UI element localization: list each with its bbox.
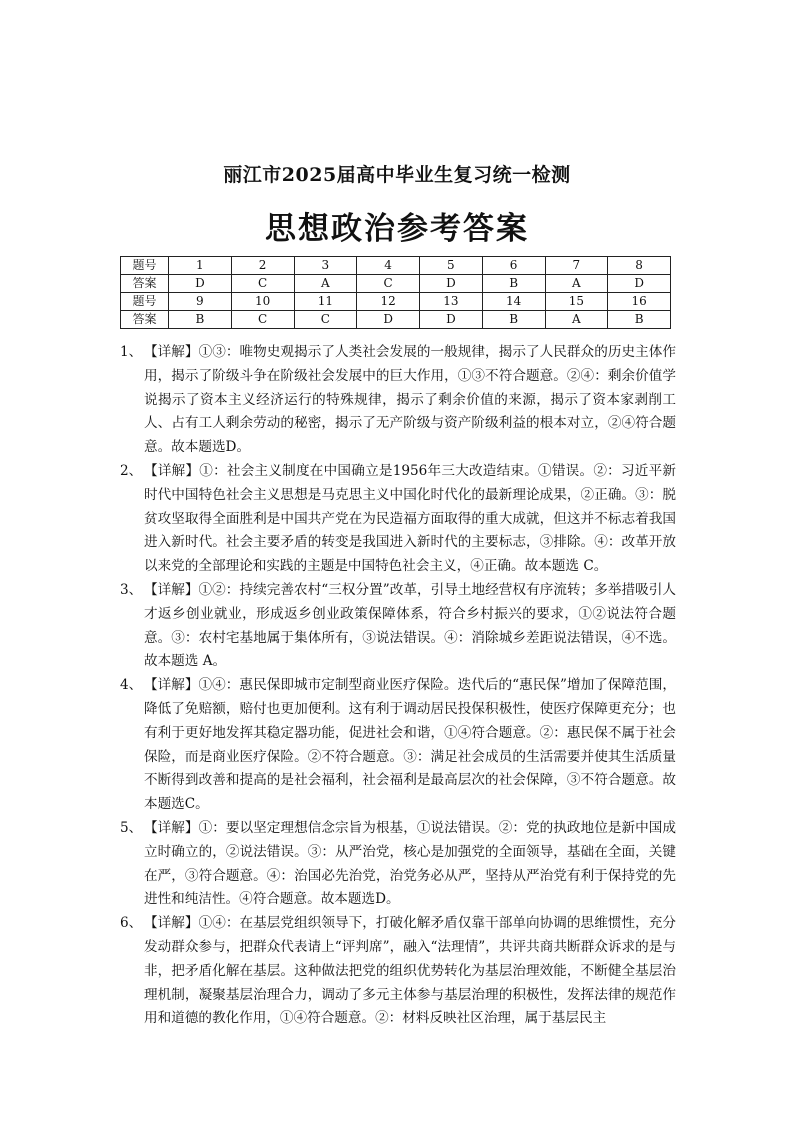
explanation-item: [120, 817, 676, 912]
table-cell: C: [231, 275, 294, 293]
explanation-text: 【详解】①③：唯物史观揭示了人类社会发展的一般规律，揭示了人民群众的历史主体作用，揭示了阶级斗争在阶级社会发展中的巨大作用，①③不符合题意。②④：剩余价值学说揭示了资本主义经济运行的特殊规律，揭示了剩余价值的来源，揭示了资本家剥削工人、占有工人剩余劳动的秘密，揭示了无产阶级与资产阶级利益的根本对立，②④符合题意。故本题选D。: [144, 344, 676, 456]
explanation-item: [120, 912, 676, 1031]
explanation-text: 【详解】①④：惠民保即城市定制型商业医疗保险。迭代后的“惠民保”增加了保障范围，降低了免赔额，赔付也更加便利。这有利于调动居民投保积极性，使医疗保障更充分；也有利于更好地发挥其稳定器功能，促进社会和谐，①④符合题意。②：惠民保不属于社会保险，而是商业医疗保险。②不符合题意。③：满足社会成员的生活需要并使其生活质量不断得到改善和提高的是社会福利，社会福利是最高层次的社会保障，③不符合题意。故本题选C。: [144, 677, 676, 813]
question-number: 1、: [120, 344, 143, 360]
explanation-item: [120, 674, 676, 817]
table-cell: 13: [420, 293, 483, 311]
row-label: 答案: [121, 275, 169, 293]
answer-table: [120, 256, 671, 329]
table-cell: 4: [357, 257, 420, 275]
row-label: 题号: [121, 257, 169, 275]
row-label: 答案: [121, 311, 169, 329]
table-cell: 1: [169, 257, 232, 275]
table-cell: 9: [169, 293, 232, 311]
table-cell: C: [294, 311, 357, 329]
table-cell: 8: [608, 257, 671, 275]
table-cell: B: [482, 311, 545, 329]
table-cell: 12: [357, 293, 420, 311]
table-cell: 5: [420, 257, 483, 275]
table-cell: 3: [294, 257, 357, 275]
table-row: [121, 311, 671, 329]
table-cell: C: [231, 311, 294, 329]
question-number: 3、: [120, 581, 143, 598]
question-number: 4、: [120, 677, 143, 694]
explanation-item: [120, 460, 676, 579]
table-cell: D: [420, 311, 483, 329]
table-cell: D: [608, 275, 671, 293]
table-cell: B: [608, 311, 671, 329]
question-number: 6、: [120, 915, 143, 932]
table-cell: 14: [482, 293, 545, 311]
table-cell: 6: [482, 257, 545, 275]
question-number: 5、: [120, 819, 143, 836]
explanation-item: [120, 579, 676, 674]
question-number: 2、: [120, 462, 143, 479]
table-cell: B: [169, 311, 232, 329]
table-cell: 15: [545, 293, 608, 311]
table-cell: B: [482, 275, 545, 293]
table-row: [121, 257, 671, 275]
explanation-text: 【详解】①：社会主义制度在中国确立是1956年三大改造结束。①错误。②：习近平新时代中国特色社会主义思想是马克思主义中国化时代化的最新理论成果，②正确。③：脱贫攻坚取得全面胜利是中国共产党在为民造福方面取得的重大成就，但这并不标志着我国进入新时代。社会主要矛盾的转变是我国进入新时代的主要标志，③排除。④：改革开放以来党的全部理论和实践的主题是中国特色社会主义，④正确。故本题选 C。: [144, 462, 676, 575]
explanation-item: [120, 341, 676, 460]
table-cell: 16: [608, 293, 671, 311]
explanations: [120, 341, 676, 1031]
answer-key-title: 思想政治参考答案: [265, 211, 529, 247]
explanation-text: 【详解】①②：持续完善农村“三权分置”改革，引导土地经营权有序流转；多举措吸引人才返乡创业就业，形成返乡创业政策保障体系，符合乡村振兴的要求，①②说法符合题意。③：农村宅基地属于集体所有，③说法错误。④：消除城乡差距说法错误，④不选。故本题选 A。: [144, 581, 676, 670]
explanation-text: 【详解】①④：在基层党组织领导下，打破化解矛盾仅靠干部单向协调的思维惯性，充分发动群众参与，把群众代表请上“评判席”，融入“法理情”，共评共商共断群众诉求的是与非，把矛盾化解在基层。这种做法把党的组织优势转化为基层治理效能，不断健全基层治理机制，凝聚基层治理合力，调动了多元主体参与基层治理的积极性，发挥法律的规范作用和道德的教化作用，①④符合题意。②：材料反映社区治理，属于基层民主: [144, 915, 676, 1027]
exam-title: 丽江市2025届高中毕业生复习统一检测: [223, 164, 571, 186]
table-row: [121, 275, 671, 293]
table-cell: C: [357, 275, 420, 293]
table-cell: 7: [545, 257, 608, 275]
table-cell: D: [420, 275, 483, 293]
table-cell: 11: [294, 293, 357, 311]
table-cell: 10: [231, 293, 294, 311]
table-cell: D: [357, 311, 420, 329]
table-cell: D: [169, 275, 232, 293]
table-cell: A: [545, 275, 608, 293]
explanation-text: 【详解】①：要以坚定理想信念宗旨为根基，①说法错误。②：党的执政地位是新中国成立时确立的，②说法错误。③：从严治党，核心是加强党的全面领导，基础在全面，关键在严，③符合题意。④：治国必先治党，治党务必从严，坚持从严治党有利于保持党的先进性和纯洁性。④符合题意。故本题选D。: [144, 819, 676, 908]
table-cell: 2: [231, 257, 294, 275]
table-cell: A: [294, 275, 357, 293]
row-label: 题号: [121, 293, 169, 311]
table-cell: A: [545, 311, 608, 329]
table-row: [121, 293, 671, 311]
